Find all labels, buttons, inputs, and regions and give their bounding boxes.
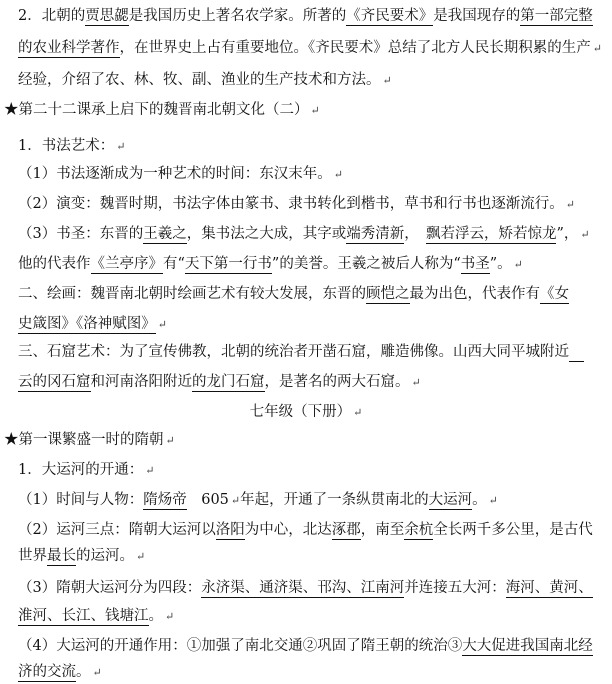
text-span: 二、绘画：魏晋南北朝时绘画艺术有较大发展，东晋的 [18,286,366,302]
text-span: 并连接五大河： [404,580,506,596]
underlined-text: 飘若浮云，矫若惊龙 [425,226,557,242]
text-line [18,342,584,362]
paragraph-mark-icon: ↵ [116,140,126,153]
underlined-text: 余杭 [404,522,434,538]
paragraph-mark-icon: ↵ [513,258,523,271]
underlined-text: 永济渠、通济渠、邗沟、江南河 [201,580,405,596]
underlined-text: 洛阳 [215,522,245,538]
text-line [18,136,125,157]
paragraph-mark-icon: ↵ [136,550,146,563]
paragraph-mark-icon: ↵ [382,74,392,87]
text-span: 和河南洛阳附近 [90,374,192,390]
text-line [18,636,593,656]
underlined-text: 济的交流 [18,664,76,680]
paragraph-mark-icon: ↵ [165,610,175,623]
text-span: ，集书法之大成，其字或 [186,226,347,242]
text-line [18,546,145,567]
text-span: （4）大运河的开通作用：①加强了南北交通②巩固了隋王朝的统治③ [18,638,463,654]
text-span: 是我国现存的 [433,8,521,24]
underlined-text: 大运河 [428,492,473,508]
text-line [18,606,174,627]
underlined-text: 端秀清新 [346,226,405,242]
star-icon: ★ [4,102,19,118]
text-span: 全长两千多公里，是古代 [433,522,593,538]
text-line [18,70,392,91]
text-span: 七年级（下册） [249,404,352,420]
text-span: ，在世界史上占有重要地位。《齐民要术》总结了北方人民长期积累的生产 [119,40,591,56]
text-span: （1）时间与人物： [18,492,144,508]
text-line [4,100,320,121]
underlined-text: 《兰亭序》 [90,256,163,272]
text-span: ”的美誉。王羲之被后人称为“ [271,256,461,272]
text-span: 经验，介绍了农、林、牧、副、渔业的生产技术和方法。 [18,72,381,88]
text-span: 最为出色，代表作有 [409,286,540,302]
text-span: 605 [201,492,229,508]
paragraph-mark-icon: ↵ [157,318,167,331]
text-span: ”。 [489,256,512,272]
paragraph-mark-icon: ↵ [565,198,575,211]
text-span: ， [404,226,426,242]
text-span: ，南至 [360,522,405,538]
underlined-text: 顾恺之 [366,286,410,302]
text-line [18,490,498,511]
text-span: 1．书法艺术： [18,138,115,154]
paragraph-mark-icon: ↵ [165,434,175,447]
underlined-text: 隋炀帝 [143,492,187,508]
text-line [18,314,167,335]
text-span: 年起，开通了一条纵贯南北的 [240,492,429,508]
text-line [18,194,575,215]
paragraph-mark-icon: ↵ [353,406,363,419]
text-span: 第一课繁盛一时的隋朝 [18,432,164,448]
underlined-text: 史箴图》 [18,316,76,332]
text-line [18,38,602,59]
underlined-text: 涿郡 [331,522,361,538]
underlined-text: 海河、黄河、 [505,580,593,596]
text-span: （3）隋朝大运河分为四段： [18,580,202,596]
text-span: 。 [76,664,91,680]
text-span: （2）演变：魏晋时期，书法字体由篆书、隶书转化到楷书，草书和行书也逐渐流行。 [18,196,564,212]
paragraph-mark-icon: ↵ [580,228,590,241]
text-line [18,284,569,304]
text-span: 的运河。 [76,548,134,564]
underlined-text: 书圣 [460,256,490,272]
paragraph-mark-icon: ↵ [411,376,421,389]
paragraph-mark-icon: ↵ [592,42,602,55]
text-line [0,402,612,423]
text-line [18,164,343,185]
text-line [4,430,175,451]
text-span [187,492,202,508]
paragraph-mark-icon: ↵ [230,494,241,507]
underlined-text: 《洛神赋图》 [76,316,156,332]
underlined-text: 的龙门石窟 [192,374,265,390]
underlined-text: 第一部完整 [520,8,593,24]
text-span: 2．北朝的 [18,8,86,24]
text-span: 为中心，北达 [244,522,332,538]
text-span: 第二十二课承上启下的魏晋南北朝文化（二） [18,102,309,118]
underlined-text: 《女 [540,286,569,302]
star-icon: ★ [4,432,19,448]
text-span: 是我国历史上著名农学家。所著的 [128,8,347,24]
text-span: 有“ [163,256,185,272]
underlined-text: 大大促进我国南北经 [462,638,593,654]
text-line [18,578,593,598]
underlined-text: 淮河、长江、钱塘江 [18,608,149,624]
text-span: ，是著名的两大石窟。 [264,374,410,390]
text-span: 世界 [18,548,47,564]
underlined-text: 最长 [47,548,76,564]
paragraph-mark-icon: ↵ [145,464,155,477]
underlined-text: 《齐民要术》 [346,8,434,24]
text-span: 1．大运河的开通： [18,462,144,478]
text-line [18,224,590,245]
text-span: （3）书圣：东晋的 [18,226,144,242]
text-span: 三、石窟艺术：为了宣传佛教，北朝的统治者开凿石窟，雕造佛像。山西大同平城附近 [18,344,569,360]
text-span: 。 [148,608,163,624]
paragraph-mark-icon: ↵ [310,104,320,117]
text-line [18,372,421,393]
text-span: ”， [556,226,579,242]
text-line [18,460,154,481]
underlined-text: 贾思勰 [85,8,129,24]
text-span: 他的代表作 [18,256,91,272]
text-span: （2）运河三点：隋朝大运河以 [18,522,216,538]
paragraph-mark-icon: ↵ [333,168,343,181]
text-line [18,254,523,275]
underlined-text: 天下第一行书 [184,256,272,272]
underlined-text: 的农业科学著作 [18,40,120,56]
text-line [18,662,102,683]
text-line [18,520,593,540]
paragraph-mark-icon: ↵ [92,666,102,679]
text-span: 。 [472,492,487,508]
text-line [18,6,593,26]
underlined-text: 云的冈石窟 [18,374,91,390]
text-span: （1）书法逐渐成为一种艺术的时间：东汉末年。 [18,166,332,182]
underlined-text: 王羲之 [143,226,187,242]
paragraph-mark-icon: ↵ [488,494,498,507]
underlined-text [569,344,584,362]
